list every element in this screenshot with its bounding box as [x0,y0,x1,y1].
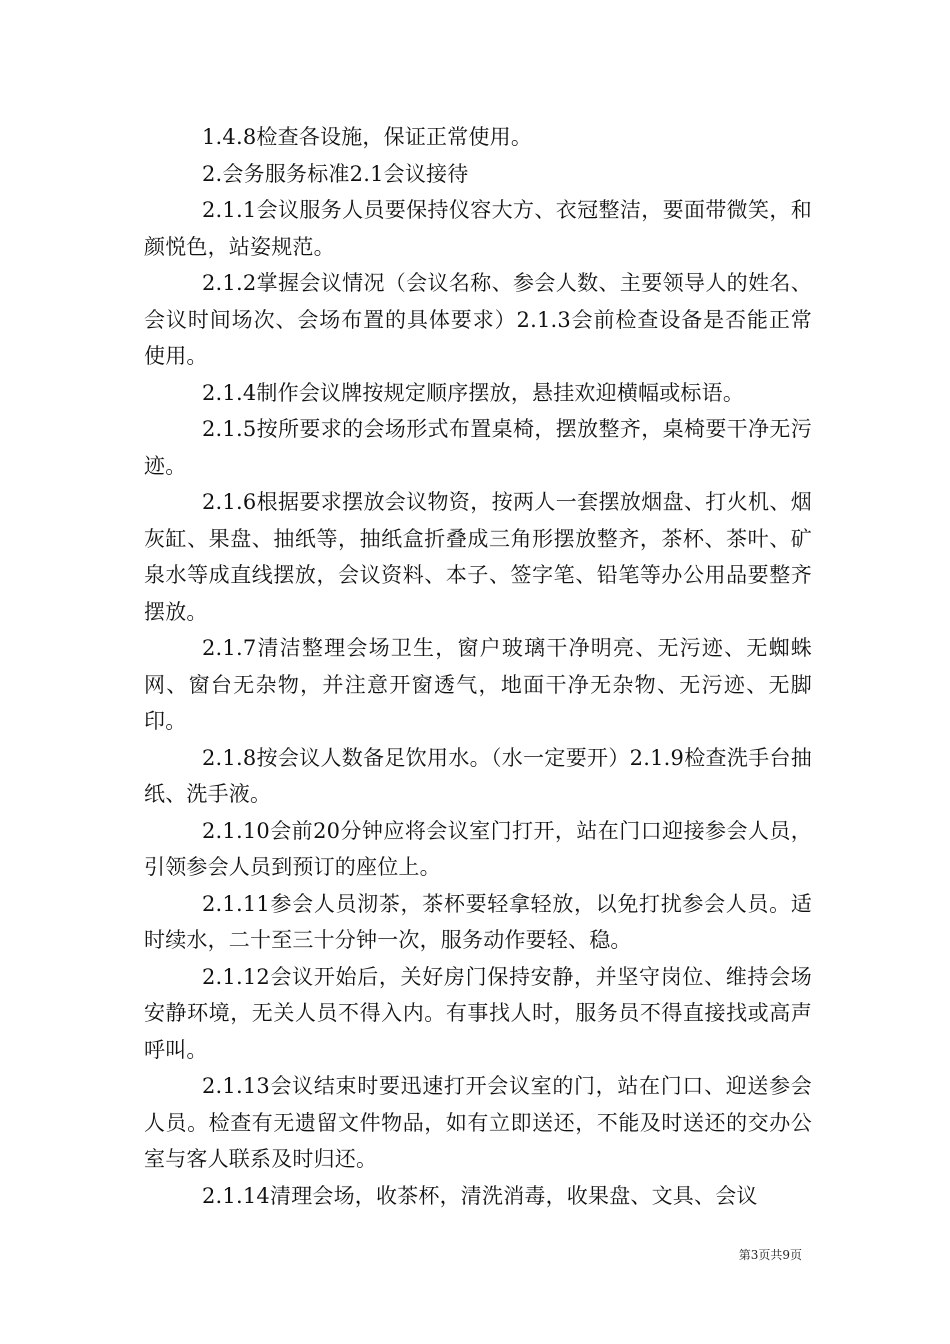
paragraph-2-1-2: 2.1.2掌握会议情况（会议名称、参会人数、主要领导人的姓名、会议时间场次、会场布置的具体要求）2.1.3会前检查设备是否能正常使用。 [144,271,812,368]
paragraph-2-1-1: 2.1.1会议服务人员要保持仪容大方、衣冠整洁，要面带微笑，和颜悦色，站姿规范。 [144,198,812,259]
document-body [144,119,812,1214]
paragraph-2-1-7: 2.1.7清洁整理会场卫生，窗户玻璃干净明亮、无污迹、无蜘蛛网、窗台无杂物，并注意开窗透气，地面干净无杂物、无污迹、无脚印。 [144,636,812,733]
paragraph-2-1-11: 2.1.11参会人员沏茶，茶杯要轻拿轻放，以免打扰参会人员。适时续水，二十至三十分钟一次，服务动作要轻、稳。 [144,891,812,952]
paragraph-1-4-8: 1.4.8检查各设施，保证正常使用。 [202,125,533,149]
paragraph-2-1-13: 2.1.13会议结束时要迅速打开会议室的门，站在门口、迎送参会人员。检查有无遗留文件物品，如有立即送还，不能及时送还的交办公室与客人联系及时归还。 [144,1074,812,1171]
paragraph-2-1-10: 2.1.10会前20分钟应将会议室门打开，站在门口迎接参会人员，引领参会人员到预订的座位上。 [144,818,812,879]
page-number: 第3页共9页 [738,1248,802,1262]
paragraph-2-1-6: 2.1.6根据要求摆放会议物资，按两人一套摆放烟盘、打火机、烟灰缸、果盘、抽纸等，抽纸盒折叠成三角形摆放整齐，茶杯、茶叶、矿泉水等成直线摆放，会议资料、本子、签字笔、铅笔等办公用品要整齐摆放。 [144,490,812,624]
section-heading-2: 2.会务服务标准2.1会议接待 [202,161,469,186]
paragraph-2-1-14: 2.1.14清理会场，收茶杯，清洗消毒，收果盘、文具、会议 [202,1183,758,1208]
paragraph-2-1-8: 2.1.8按会议人数备足饮用水。（水一定要开）2.1.9检查洗手台抽纸、洗手液。 [144,745,812,806]
paragraph-2-1-5: 2.1.5按所要求的会场形式布置桌椅，摆放整齐，桌椅要干净无污迹。 [144,417,812,478]
paragraph-2-1-12: 2.1.12会议开始后，关好房门保持安静，并坚守岗位、维持会场安静环境，无关人员不得入内。有事找人时，服务员不得直接找或高声呼叫。 [144,964,812,1062]
paragraph-2-1-4: 2.1.4制作会议牌按规定顺序摆放，悬挂欢迎横幅或标语。 [202,380,745,405]
